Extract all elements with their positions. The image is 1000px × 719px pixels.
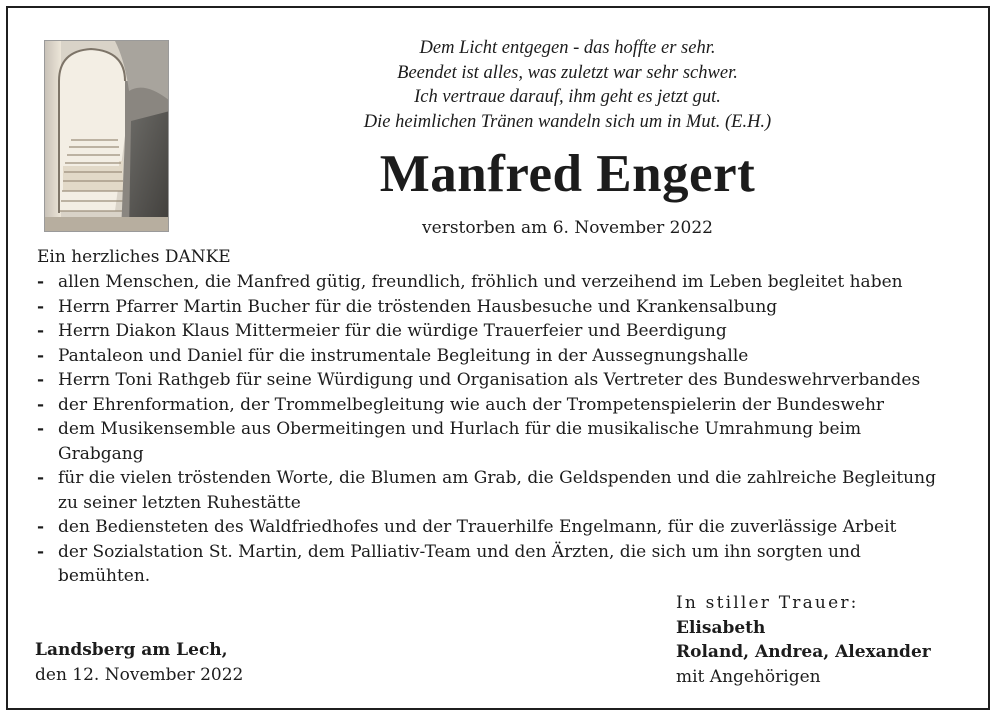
list-item bbox=[37, 393, 952, 418]
list-item-text: den Bediensteten des Waldfriedhofes und der Trauerhilfe Engelmann, für die zuverlässige Arbeit bbox=[58, 517, 897, 537]
place-city: Landsberg am Lech, bbox=[35, 640, 228, 660]
poem-line: Dem Licht entgegen - das hoffte er sehr. bbox=[419, 38, 716, 58]
dash-icon: - bbox=[37, 468, 45, 488]
dash-icon: - bbox=[37, 541, 45, 562]
list-item bbox=[37, 466, 952, 515]
place-and-date bbox=[35, 638, 243, 687]
list-item-text: Pantaleon und Daniel für die instrumentale Begleitung in der Aussegnungshalle bbox=[58, 345, 749, 366]
list-item-text: der Sozialstation St. Martin, dem Palliativ-Team und den Ärzten, die sich um ihn sorgten und bemühten. bbox=[58, 541, 861, 586]
mourner-name: Roland, Andrea, Alexander bbox=[676, 642, 931, 662]
thanks-list bbox=[37, 270, 952, 589]
mourners-relatives: mit Angehörigen bbox=[676, 666, 821, 687]
dash-icon: - bbox=[37, 345, 45, 366]
list-item-text: Herrn Diakon Klaus Mittermeier für die würdige Trauerfeier und Beerdigung bbox=[58, 321, 727, 341]
dash-icon: - bbox=[37, 272, 45, 292]
mourner-name: Elisabeth bbox=[676, 617, 766, 638]
list-item bbox=[37, 270, 952, 295]
poem bbox=[300, 36, 835, 134]
poem-line: Beendet ist alles, was zuletzt war sehr schwer. bbox=[397, 62, 738, 83]
list-item-text: der Ehrenformation, der Trommelbegleitung wie auch der Trompetenspielerin der Bundeswehr bbox=[58, 394, 885, 415]
dash-icon: - bbox=[37, 394, 45, 415]
dash-icon: - bbox=[37, 517, 45, 537]
dash-icon: - bbox=[37, 419, 45, 439]
list-item bbox=[37, 295, 952, 320]
death-date: verstorben am 6. November 2022 bbox=[422, 218, 713, 238]
list-item-text: Herrn Pfarrer Martin Bucher für die tröstenden Hausbesuche und Krankensalbung bbox=[58, 296, 778, 317]
list-item bbox=[37, 368, 952, 393]
list-item-text: für die vielen tröstenden Worte, die Blumen am Grab, die Geldspenden und die zahlreiche Begleitung zu seiner letzten Ruhestätte bbox=[58, 468, 936, 513]
mourners-lead: In stiller Trauer: bbox=[676, 593, 859, 613]
list-item-text: dem Musikensemble aus Obermeitingen und Hurlach für die musikalische Umrahmung beim Grabgang bbox=[58, 419, 862, 464]
dash-icon: - bbox=[37, 370, 45, 390]
list-item bbox=[37, 540, 952, 589]
list-item bbox=[37, 344, 952, 369]
dash-icon: - bbox=[37, 296, 45, 317]
list-item bbox=[37, 417, 952, 466]
place-date: den 12. November 2022 bbox=[35, 664, 244, 685]
stairway-painting-icon bbox=[44, 40, 169, 232]
list-item bbox=[37, 515, 952, 540]
list-item-text: allen Menschen, die Manfred gütig, freundlich, fröhlich und verzeihend im Leben begleitet haben bbox=[58, 272, 903, 292]
poem-line: Die heimlichen Tränen wandeln sich um in Mut. (E.H.) bbox=[363, 111, 772, 132]
list-item bbox=[37, 319, 952, 344]
poem-line: Ich vertraue darauf, ihm geht es jetzt gut. bbox=[414, 87, 721, 107]
deceased-name: Manfred Engert bbox=[379, 145, 756, 203]
list-item-text: Herrn Toni Rathgeb für seine Würdigung und Organisation als Vertreter des Bundeswehrverbandes bbox=[58, 370, 921, 390]
thanks-heading: Ein herzliches DANKE bbox=[37, 247, 231, 267]
dash-icon: - bbox=[37, 321, 45, 341]
mourners bbox=[676, 591, 931, 689]
